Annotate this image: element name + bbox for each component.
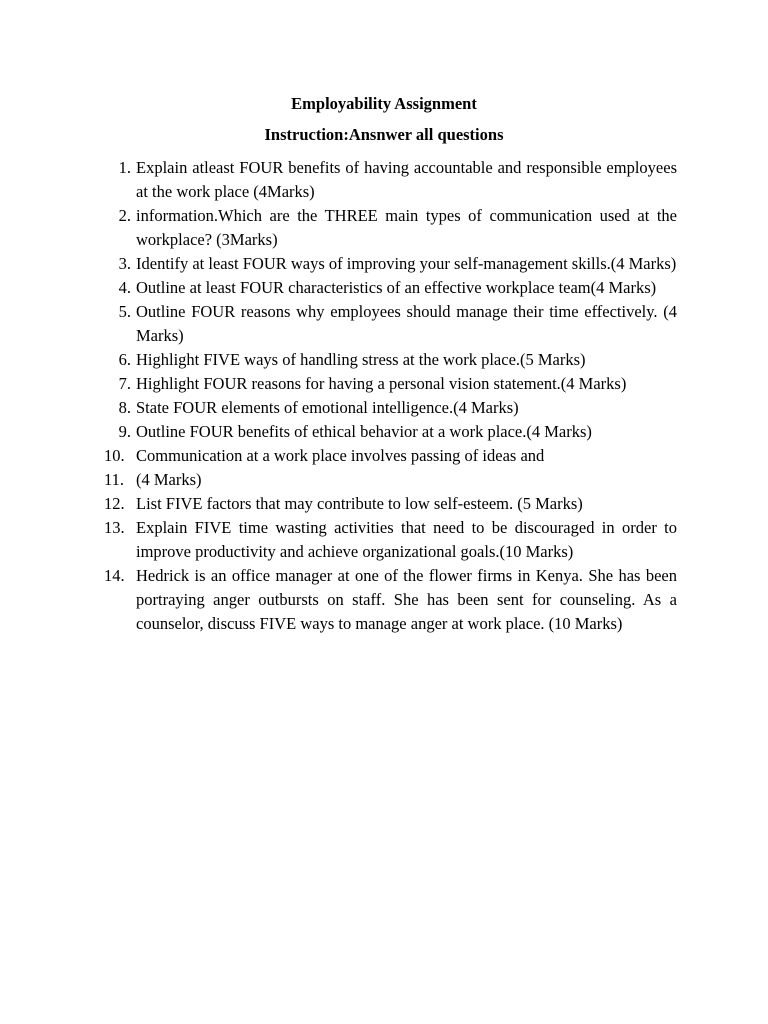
question-item	[104, 444, 677, 468]
question-text: Explain atleast FOUR benefits of having accountable and responsible employees at the work place (4Marks)	[136, 158, 677, 201]
document-title: Employability Assignment	[291, 94, 477, 113]
question-item	[104, 204, 677, 252]
question-number: 1.	[118, 158, 131, 177]
question-text: State FOUR elements of emotional intelligence.(4 Marks)	[136, 398, 519, 417]
question-number: 8.	[118, 398, 131, 417]
question-item	[104, 396, 677, 420]
question-text: Communication at a work place involves passing of ideas and	[136, 446, 545, 465]
question-item	[104, 300, 677, 348]
question-text: Outline FOUR reasons why employees should manage their time effectively. (4 Marks)	[136, 302, 677, 345]
question-text: (4 Marks)	[136, 470, 202, 489]
question-number: 12.	[104, 494, 125, 513]
question-number: 2.	[118, 206, 131, 225]
question-item	[104, 372, 677, 396]
question-item	[104, 252, 677, 276]
question-number: 6.	[118, 350, 131, 369]
document-instruction: Instruction:Ansnwer all questions	[264, 125, 504, 144]
question-item	[104, 492, 677, 516]
question-text: Hedrick is an office manager at one of the flower firms in Kenya. She has been portraying anger outbursts on staff. She has been sent for counseling. As a counselor, discuss FIVE ways to manage anger at work place. (10 Marks)	[136, 566, 677, 633]
question-item	[104, 348, 677, 372]
question-number: 7.	[118, 374, 131, 393]
question-number: 9.	[118, 422, 131, 441]
question-list	[104, 156, 677, 636]
question-text: Outline at least FOUR characteristics of an effective workplace team(4 Marks)	[136, 278, 657, 297]
question-item	[104, 420, 677, 444]
question-text: Outline FOUR benefits of ethical behavior at a work place.(4 Marks)	[136, 422, 592, 441]
question-item	[104, 564, 677, 636]
question-item	[104, 468, 677, 492]
question-number: 11.	[104, 470, 125, 489]
question-number: 3.	[118, 254, 131, 273]
question-number: 13.	[104, 518, 125, 537]
question-item	[104, 516, 677, 564]
question-number: 14.	[104, 566, 125, 585]
question-text: Identify at least FOUR ways of improving your self-management skills.(4 Marks)	[136, 254, 677, 273]
question-item	[104, 276, 677, 300]
question-text: Highlight FIVE ways of handling stress at the work place.(5 Marks)	[136, 350, 586, 369]
question-text: information.Which are the THREE main types of communication used at the workplace? (3Marks)	[136, 206, 677, 249]
question-number: 5.	[118, 302, 131, 321]
question-number: 10.	[104, 446, 125, 465]
question-text: List FIVE factors that may contribute to low self-esteem. (5 Marks)	[136, 494, 583, 513]
question-text: Highlight FOUR reasons for having a personal vision statement.(4 Marks)	[136, 374, 627, 393]
question-text: Explain FIVE time wasting activities that need to be discouraged in order to improve productivity and achieve organizational goals.(10 Marks)	[136, 518, 677, 561]
question-number: 4.	[118, 278, 131, 297]
question-item	[104, 156, 677, 204]
